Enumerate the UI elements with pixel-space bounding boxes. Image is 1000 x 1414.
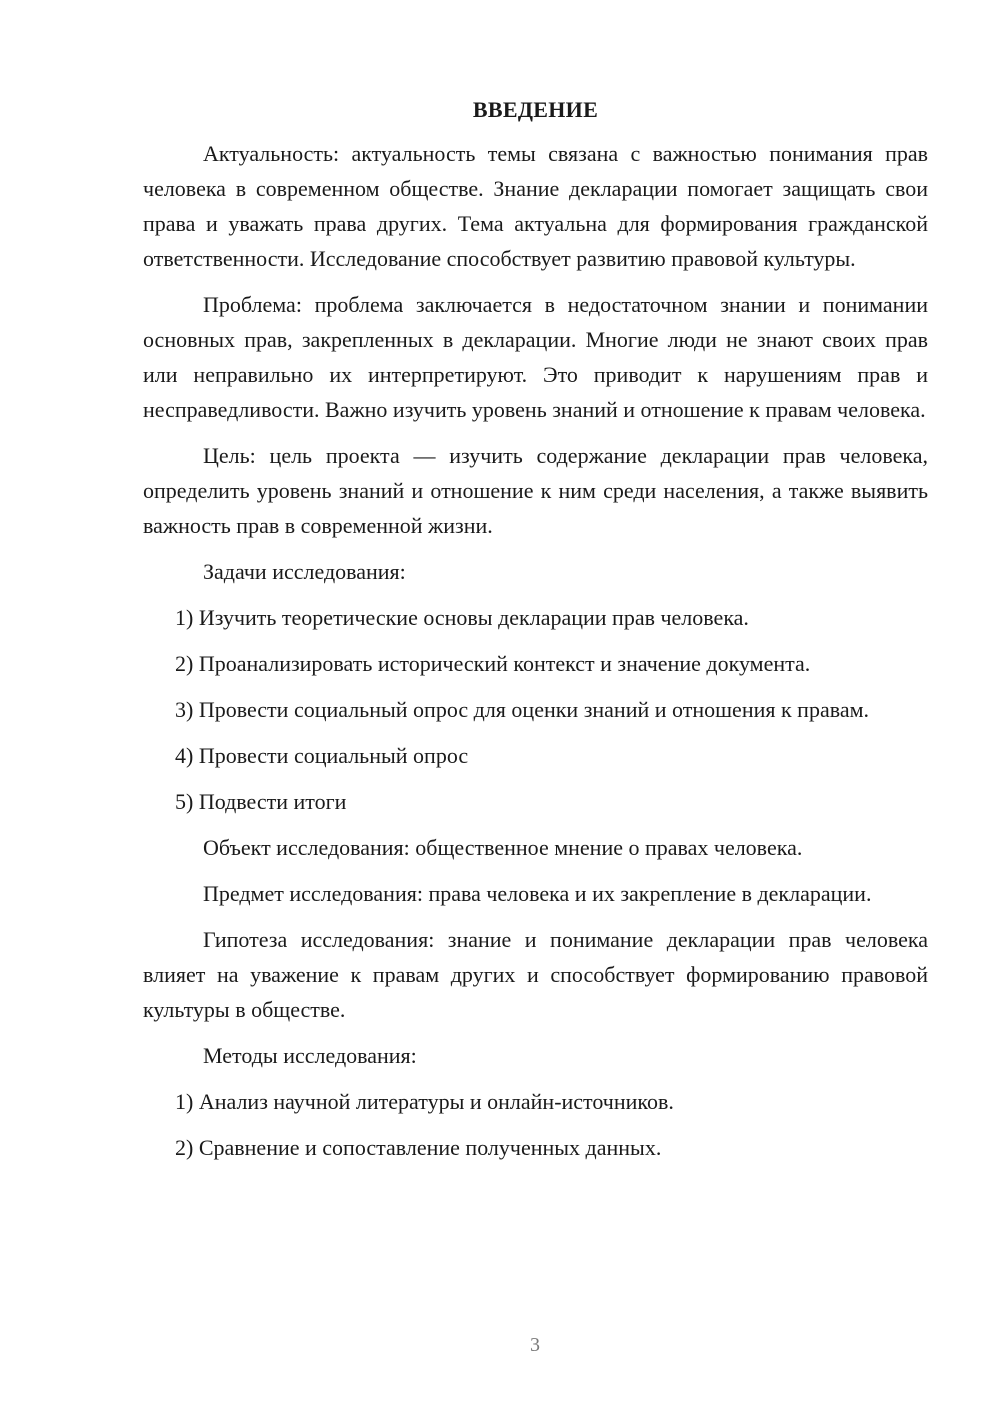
section-heading: ВВЕДЕНИЕ [472,97,599,122]
task-item: 1) Изучить теоретические основы декларации прав человека. [175,605,749,630]
methods-heading: Методы исследования: [203,1043,417,1068]
document-page [143,94,928,1165]
tasks-heading: Задачи исследования: [203,559,406,584]
task-item: 5) Подвести итоги [175,789,347,814]
object-paragraph: Объект исследования: общественное мнение о правах человека. [203,835,803,860]
task-item: 4) Провести социальный опрос [175,743,469,768]
problem-paragraph: Проблема: проблема заключается в недостаточном знании и понимании основных прав, закрепленных в декларации. Многие люди не знают своих прав или неправильно их интерпретируют. Это приводит к нарушениям прав и несправедливости. Важно изучить уровень знаний и отношение к правам человека. [143,292,928,422]
hypothesis-paragraph: Гипотеза исследования: знание и понимание декларации прав человека влияет на уважение к правам других и способствует формированию правовой культуры в обществе. [143,927,928,1022]
method-item: 2) Сравнение и сопоставление полученных данных. [175,1135,662,1160]
subject-paragraph: Предмет исследования: права человека и их закрепление в декларации. [203,881,872,906]
task-item: 3) Провести социальный опрос для оценки знаний и отношения к правам. [175,697,869,722]
page-number: 3 [530,1334,540,1356]
task-item: 2) Проанализировать исторический контекст и значение документа. [175,651,811,676]
relevance-paragraph: Актуальность: актуальность темы связана с важностью понимания прав человека в современном обществе. Знание декларации помогает защищать свои права и уважать права других. Тема актуальна для формирования гражданской ответственности. Исследование способствует развитию правовой культуры. [143,141,928,271]
method-item: 1) Анализ научной литературы и онлайн-источников. [175,1089,674,1114]
goal-paragraph: Цель: цель проекта — изучить содержание декларации прав человека, определить уровень знаний и отношение к ним среди населения, а также выявить важность прав в современной жизни. [143,443,928,538]
